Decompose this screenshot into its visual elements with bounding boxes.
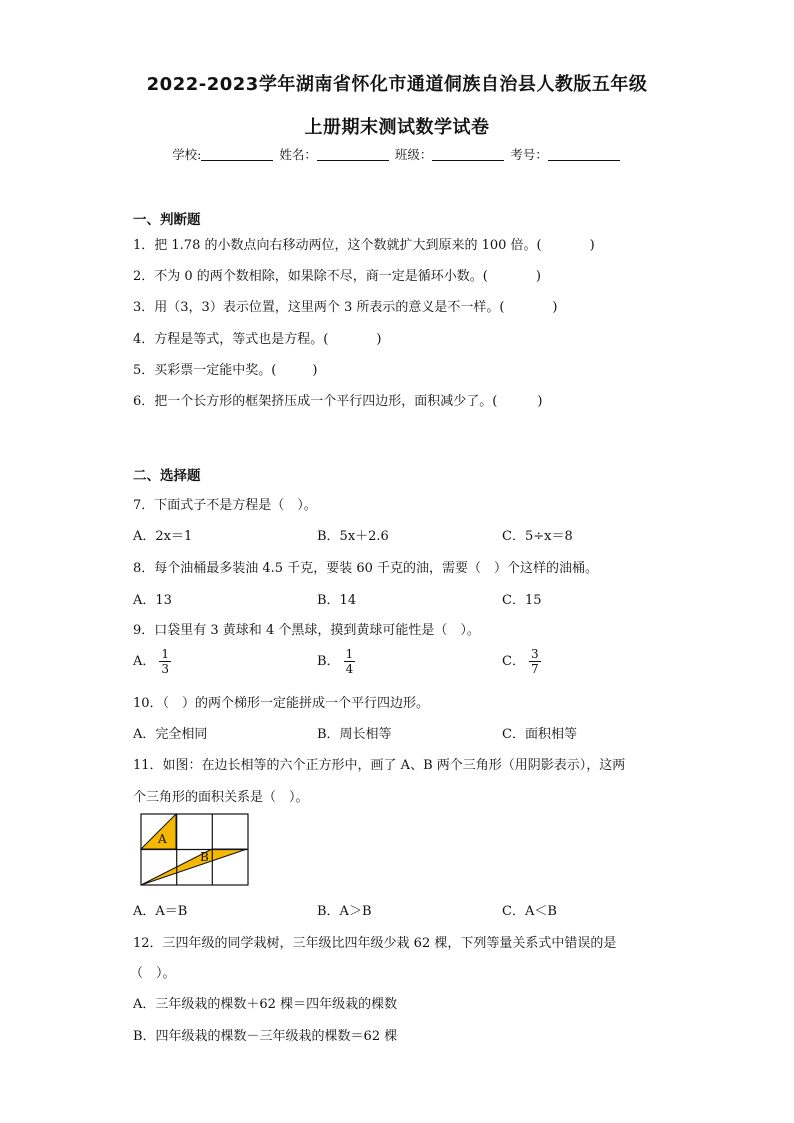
label-b: B — [200, 850, 209, 864]
question-text: 6．把一个长方形的框架挤压成一个平行四边形，面积减少了。( — [133, 394, 498, 409]
grid-lines — [141, 814, 248, 885]
question-12-stem-line-1: 12．三四年级的同学栽树，三年级比四年级少栽 62 棵，下列等量关系式中错误的是 — [133, 936, 617, 951]
close-paren: ) — [376, 332, 382, 347]
triangle-b-shaded — [141, 849, 247, 885]
class-label: 班级： — [394, 147, 433, 162]
q11-option-a[interactable]: A．A＝B — [133, 904, 188, 919]
name-label: 姓名： — [279, 147, 317, 162]
question-text: 5．买彩票一定能中奖。( — [133, 363, 277, 378]
q8-option-c[interactable]: C．15 — [502, 593, 542, 608]
q9-option-c[interactable] — [502, 647, 541, 676]
numerator: 3 — [530, 647, 539, 661]
question-10-stem: 10．（ ）的两个梯形一定能拼成一个平行四边形。 — [133, 696, 430, 711]
denominator: 4 — [345, 662, 354, 676]
denominator: 7 — [530, 662, 539, 676]
question-11-stem-line-2: 个三角形的面积关系是（ ）。 — [133, 790, 309, 805]
question-text: 3．用（3，3）表示位置，这里两个 3 所表示的意义是不一样。( — [133, 300, 505, 315]
title-line-1: 2022-2023学年湖南省怀化市通道侗族自治县人教版五年级 — [146, 74, 648, 95]
q10-option-b[interactable]: B．周长相等 — [317, 727, 392, 742]
question-text: 2．不为 0 的两个数相除，如果除不尽，商一定是循环小数。( — [133, 269, 488, 284]
question-12-stem-line-2: （ ）。 — [130, 966, 176, 981]
close-paren: ) — [535, 269, 541, 284]
close-paren: ) — [312, 363, 318, 378]
section-heading-judgement: 一、判断题 — [133, 212, 201, 228]
fraction — [344, 647, 356, 676]
question-7-stem: 7．下面式子不是方程是（ ）。 — [133, 498, 317, 513]
numerator: 1 — [345, 647, 354, 661]
question-text: 4．方程是等式，等式也是方程。( — [133, 332, 329, 347]
name-blank[interactable] — [317, 148, 389, 161]
q7-option-b[interactable]: B．5x＋2.6 — [317, 529, 389, 544]
q8-option-a[interactable]: A．13 — [133, 593, 172, 608]
option-letter: A． — [133, 654, 156, 669]
question-2 — [133, 265, 541, 284]
question-5 — [133, 359, 317, 378]
q12-option-a[interactable]: A．三年级栽的棵数＋62 棵＝四年级栽的棵数 — [133, 997, 398, 1012]
student-info-row — [0, 145, 794, 163]
title-line-2: 上册期末测试数学试卷 — [304, 117, 490, 138]
q8-option-b[interactable]: B．14 — [317, 593, 357, 608]
q10-option-a[interactable]: A．完全相同 — [133, 727, 208, 742]
question-text: 1．把 1.78 的小数点向右移动两位，这个数就扩大到原来的 100 倍。( — [133, 238, 542, 253]
fraction — [529, 647, 541, 676]
question-6 — [133, 390, 542, 409]
denominator: 3 — [161, 662, 170, 676]
close-paren: ) — [589, 238, 595, 253]
q7-option-a[interactable]: A．2x＝1 — [133, 529, 193, 544]
question-1 — [133, 234, 595, 253]
question-4 — [133, 328, 381, 347]
number-label: 考号： — [510, 147, 548, 162]
question-11-stem-line-1: 11．如图：在边长相等的六个正方形中，画了 A、B 两个三角形（用阴影表示），这两 — [133, 758, 626, 773]
q9-option-a[interactable] — [133, 647, 171, 676]
close-paren: ) — [552, 300, 558, 315]
question-8-stem: 8．每个油桶最多装油 4.5 千克，要装 60 千克的油，需要（ ）个这样的油桶。 — [133, 561, 599, 576]
close-paren: ) — [537, 394, 543, 409]
question-9-stem: 9．口袋里有 3 黄球和 4 个黑球，摸到黄球可能性是（ ）。 — [133, 623, 480, 638]
numerator: 1 — [161, 647, 170, 661]
question-3 — [133, 296, 558, 315]
q7-option-c[interactable]: C．5÷x＝8 — [502, 529, 573, 544]
six-squares-figure — [140, 813, 250, 887]
number-blank[interactable] — [548, 148, 620, 161]
school-label: 学校: — [172, 147, 202, 162]
q10-option-c[interactable]: C．面积相等 — [502, 727, 577, 742]
option-letter: C． — [502, 654, 525, 669]
fraction — [159, 647, 171, 676]
school-blank[interactable] — [201, 148, 273, 161]
option-letter: B． — [317, 654, 340, 669]
q9-option-b[interactable] — [317, 647, 355, 676]
q12-option-b[interactable]: B．四年级栽的棵数－三年级栽的棵数＝62 棵 — [133, 1029, 398, 1044]
section-heading-choice: 二、选择题 — [133, 468, 201, 484]
label-a: A — [158, 832, 167, 846]
q11-option-c[interactable]: C．A＜B — [502, 904, 557, 919]
q11-option-b[interactable]: B．A＞B — [317, 904, 372, 919]
class-blank[interactable] — [432, 148, 504, 161]
